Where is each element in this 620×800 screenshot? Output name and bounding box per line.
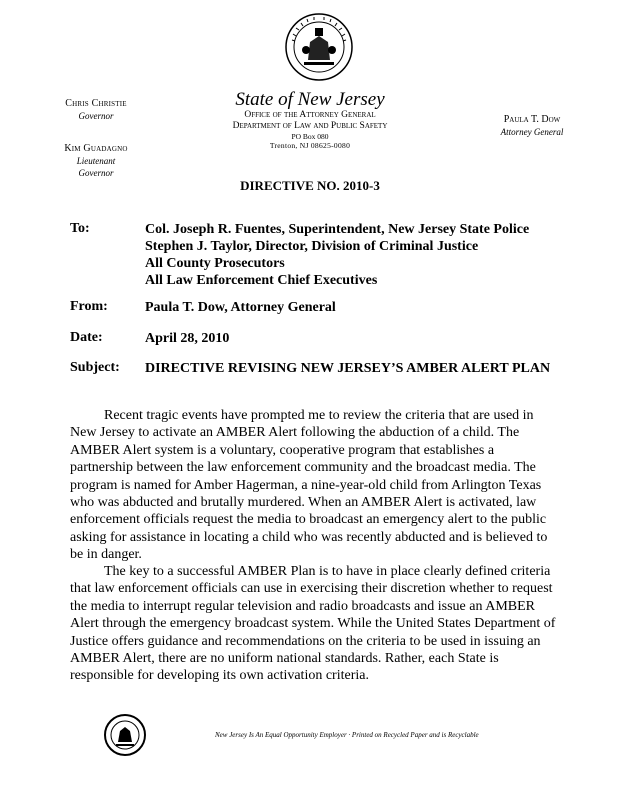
po-box: PO Box 080 xyxy=(291,132,329,141)
left-officials xyxy=(62,98,130,179)
footer-text: New Jersey Is An Equal Opportunity Employer · Printed on Recycled Paper and is Recyclable xyxy=(215,731,479,739)
date-label: Date: xyxy=(70,330,103,345)
recipient-line: Stephen J. Taylor, Director, Division of Criminal Justice xyxy=(145,239,479,254)
recipient-line: All Law Enforcement Chief Executives xyxy=(145,273,378,288)
date-value: April 28, 2010 xyxy=(145,331,230,346)
governor-name: Chris Christie xyxy=(65,98,127,109)
right-official xyxy=(494,114,570,138)
subject-label: Subject: xyxy=(70,360,120,375)
office-name: Office of the Attorney General xyxy=(244,110,376,120)
state-name: State of New Jersey xyxy=(235,89,385,110)
lt-governor-name: Kim Guadagno xyxy=(64,143,128,154)
attorney-general-name: Paula T. Dow xyxy=(503,114,561,125)
governor-title: Governor xyxy=(78,111,114,121)
body-paragraph-2: The key to a successful AMBER Plan is to have in place clearly defined criteria that law enforcement officials can use in exercising their discretion whether to request the media to interrupt regular television and radio broadcasts and issue an AMBER Alert through the emergency broadcast system. While the United States Department of Justice offers guidance and recommendations on the criteria to be used in issuing an AMBER Alert, there are no uniform national standards. Rather, each State is responsible for developing its own activation criteria. xyxy=(70,564,556,684)
to-recipients xyxy=(145,221,529,289)
address: Trenton, NJ 08625-0080 xyxy=(269,141,351,150)
attorney-general-title: Attorney General xyxy=(500,127,564,137)
footer-seal-icon xyxy=(103,713,147,757)
letterhead xyxy=(210,89,410,150)
recipient-line: Col. Joseph R. Fuentes, Superintendent, New Jersey State Police xyxy=(145,222,530,237)
department-name: Department of Law and Public Safety xyxy=(232,121,388,131)
from-label: From: xyxy=(70,299,108,314)
from-value: Paula T. Dow, Attorney General xyxy=(145,300,336,315)
to-label: To: xyxy=(70,221,90,236)
directive-number: DIRECTIVE NO. 2010-3 xyxy=(240,178,380,193)
state-seal-icon xyxy=(284,12,354,82)
recipient-line: All County Prosecutors xyxy=(145,256,285,271)
lt-governor-title: Lieutenant Governor xyxy=(76,156,116,178)
subject-value: DIRECTIVE REVISING NEW JERSEY’S AMBER ALERT PLAN xyxy=(145,361,551,376)
body-paragraph-1: Recent tragic events have prompted me to review the criteria that are used in New Jersey to activate an AMBER Alert following the abduction of a child. The AMBER Alert system is a voluntary, cooperative program that establishes a partnership between the law enforcement community and the broadcast media. The program is named for Amber Hagerman, a nine-year-old child from Arlington Texas who was abducted and brutally murdered. When an AMBER Alert is activated, law enforcement officials request the media to broadcast an emergency alert to the public asking for assistance in locating a child who was recently abducted and is believed to be in danger. xyxy=(70,408,548,563)
